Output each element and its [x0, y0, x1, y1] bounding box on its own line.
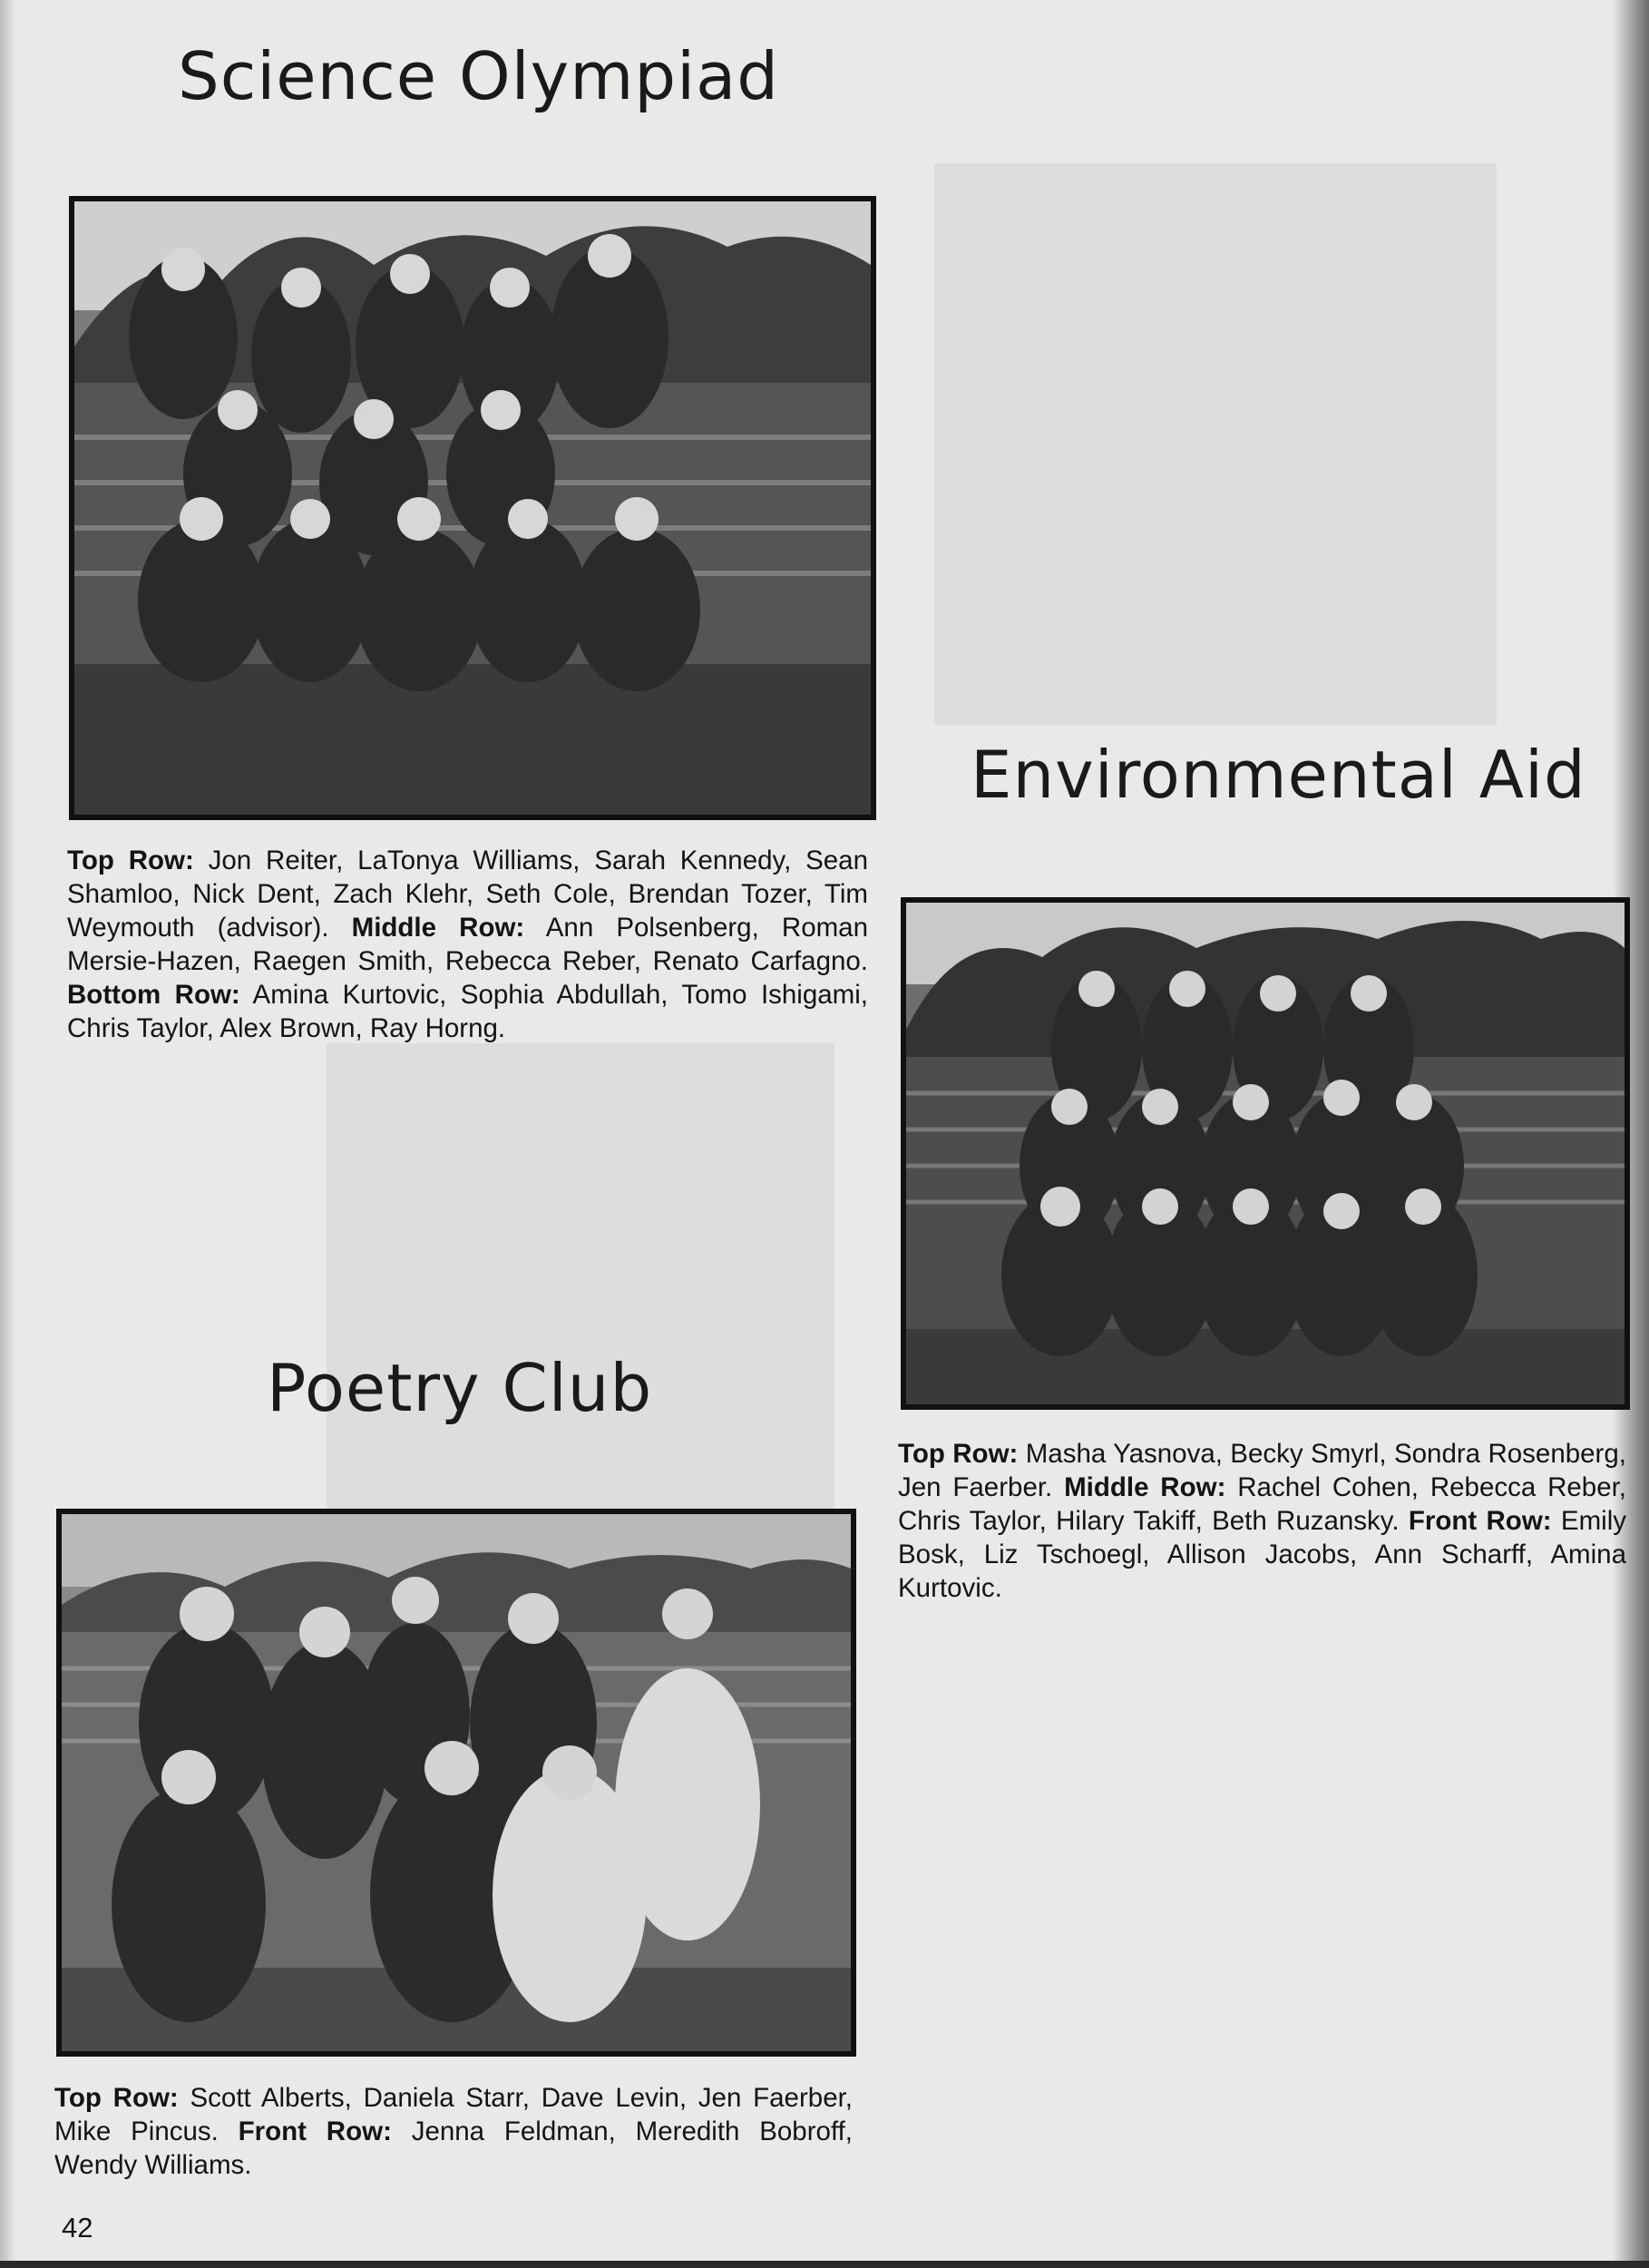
environmental-aid-group-photo [901, 897, 1630, 1410]
row-names: Scott Alberts, Daniela Starr, Dave Levin, Jen Faerber, Mike Pincus. [54, 2083, 853, 2146]
row-names: Ann Polsenberg, Roman Mersie-Hazen, Raegen Smith, Rebecca Reber, Renato Carfagno. [67, 913, 868, 976]
row-label: Middle Row: [1064, 1472, 1226, 1502]
section-title: Poetry Club [267, 1350, 653, 1426]
row-names: Masha Yasnova, Becky Smyrl, Sondra Rosenberg, Jen Faerber. [898, 1439, 1626, 1502]
page-bottom-edge [0, 2261, 1649, 2268]
poetry-club-caption [54, 2081, 853, 2182]
row-label: Front Row: [1408, 1506, 1552, 1536]
row-names: Amina Kurtovic, Sophia Abdullah, Tomo Ishigami, Chris Taylor, Alex Brown, Ray Horng. [67, 980, 868, 1043]
science-olympiad-group-photo [69, 196, 876, 820]
row-names: Rachel Cohen, Rebecca Reber, Chris Taylor, Hilary Takiff, Beth Ruzansky. [898, 1472, 1626, 1536]
row-names: Jon Reiter, LaTonya Williams, Sarah Kennedy, Sean Shamloo, Nick Dent, Zach Klehr, Seth Cole, Brendan Tozer, Tim Weymouth (advisor). [67, 846, 868, 943]
page-gutter-shadow [0, 0, 16, 2268]
environmental-aid-caption [898, 1437, 1626, 1605]
row-label: Middle Row: [351, 913, 525, 943]
row-label: Bottom Row: [67, 980, 240, 1010]
science-olympiad-caption [67, 844, 868, 1045]
poetry-club-group-photo [56, 1509, 856, 2057]
row-label: Top Row: [54, 2083, 179, 2113]
bleed-through-shadow [934, 163, 1497, 726]
section-title: Science Olympiad [178, 38, 779, 114]
row-names: Emily Bosk, Liz Tschoegl, Allison Jacobs, Ann Scharff, Amina Kurtovic. [898, 1506, 1626, 1603]
row-label: Front Row: [238, 2116, 392, 2146]
page-number: 42 [62, 2212, 93, 2244]
row-label: Top Row: [67, 846, 194, 875]
row-label: Top Row: [898, 1439, 1019, 1469]
section-title: Environmental Aid [971, 737, 1586, 813]
row-names: Jenna Feldman, Meredith Bobroff, Wendy Williams. [54, 2116, 854, 2180]
